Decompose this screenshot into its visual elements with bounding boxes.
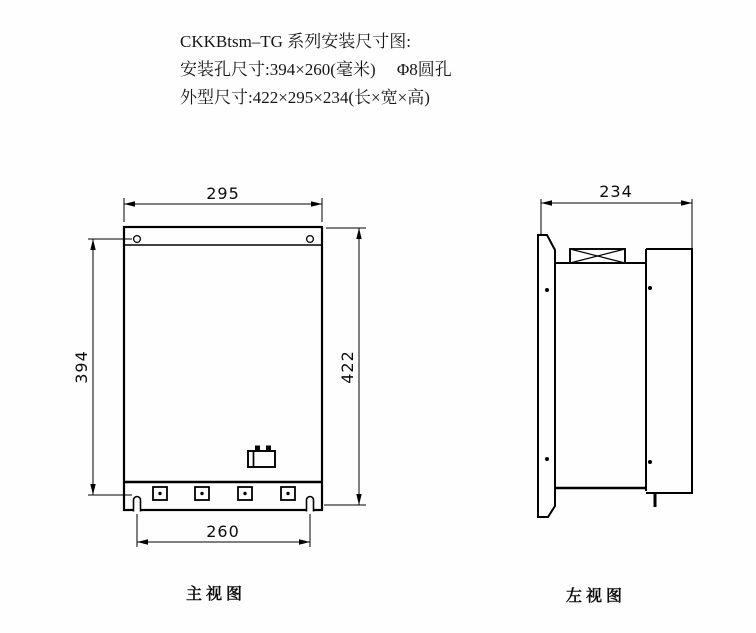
side-view-label: 左视图 [566,586,627,605]
connector-symbol [248,446,275,468]
terminal-screw-dot [158,492,161,495]
dim-text-hole-spacing-vertical: 394 [72,350,91,384]
outline-size-line: 外型尺寸:422×295×234(长×宽×高) [180,88,430,107]
dim-text-overall-width: 295 [206,184,240,203]
rear-screw-dot [648,460,652,464]
dim-text-hole-spacing-horizontal: 260 [206,522,240,541]
front-body-outline [124,227,322,510]
plate-hole-dot [545,288,549,292]
dim-overall-depth [541,182,692,249]
dim-overall-width [124,184,322,222]
crosshatch-block [570,249,625,263]
front-view-label: 主视图 [186,584,247,603]
mount-hole-right-icon [307,236,314,243]
series-title-line: CKKBtsm–TG 系列安装尺寸图: [180,32,411,51]
mount-hole-left-icon [134,236,141,243]
mounting-hole-size-line: 安装孔尺寸:394×260(毫米) Φ8圆孔 [180,60,452,79]
dim-overall-height [324,228,366,505]
dim-text-overall-depth: 234 [599,182,633,201]
terminal-screw-dot [243,492,246,495]
terminal-blocks [153,487,295,500]
connector-body [248,451,275,467]
side-view-drawing [538,182,692,517]
dim-hole-spacing-horizontal [137,514,310,547]
side-rear-section-outline [646,249,692,493]
side-mounting-plate [538,235,555,517]
dim-text-overall-height: 422 [338,350,357,384]
front-view-drawing [72,184,366,547]
rear-screw-dot [648,286,652,290]
terminal-screw-dot [286,492,289,495]
terminal-screw-dot [200,492,203,495]
connector-pin-icon [266,446,271,451]
plate-hole-dot [545,457,549,461]
connector-pin-icon [255,446,260,451]
